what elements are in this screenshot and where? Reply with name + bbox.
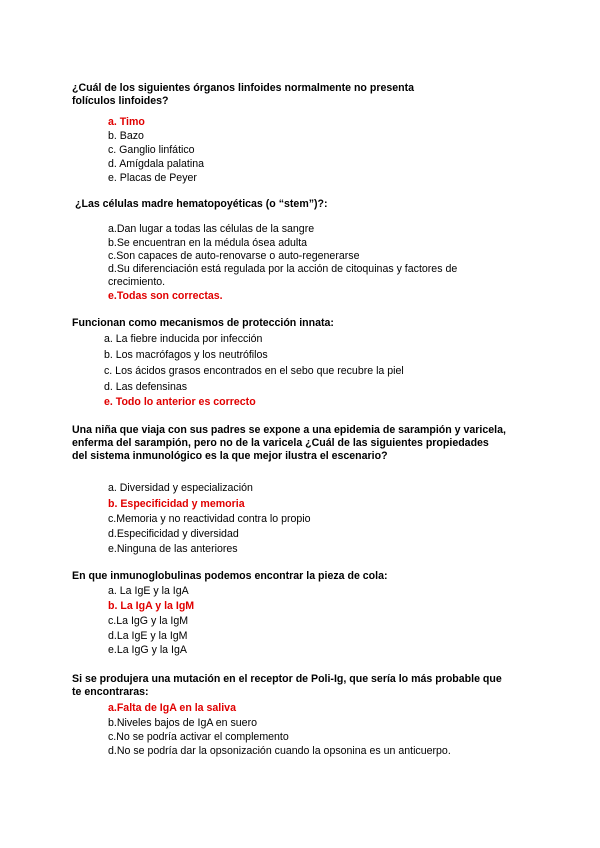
question-1-option-c: c. Ganglio linfático — [108, 144, 195, 156]
question-6-option-b: b.Niveles bajos de IgA en suero — [108, 717, 257, 729]
question-5-option-b: b. La IgA y la IgM — [108, 600, 195, 612]
question-6-line-1: Si se produjera una mutación en el receptor de Poli-Ig, que sería lo más probable que — [72, 673, 502, 685]
question-4 — [72, 424, 506, 463]
question-5 — [72, 570, 388, 583]
question-3-option-e: e. Todo lo anterior es correcto — [104, 396, 256, 408]
question-4-line-2: enferma del sarampión, pero no de la varicela ¿Cuál de las siguientes propiedades — [72, 437, 489, 449]
question-3-option-c: c. Los ácidos grasos encontrados en el sebo que recubre la piel — [104, 365, 404, 377]
question-3-option-a: a. La fiebre inducida por infección — [104, 333, 263, 345]
question-2-line-1: ¿Las células madre hematopoyéticas (o “stem”)?: — [75, 198, 328, 210]
question-3-option-b: b. Los macrófagos y los neutrófilos — [104, 349, 268, 361]
question-4-option-c: c.Memoria y no reactividad contra lo propio — [108, 513, 311, 525]
question-4-option-b: b. Especificidad y memoria — [108, 498, 245, 510]
question-3 — [72, 317, 334, 330]
question-2-option-a: a.Dan lugar a todas las células de la sangre — [108, 223, 315, 235]
question-5-option-d: d.La IgE y la IgM — [108, 630, 188, 642]
question-4-line-3: del sistema inmunológico es la que mejor ilustra el escenario? — [72, 450, 388, 462]
question-2-option-c: c.Son capaces de auto-renovarse o auto-regenerarse — [108, 250, 360, 262]
question-4-line-1: Una niña que viaja con sus padres se expone a una epidemia de sarampión y varicela, — [72, 424, 506, 436]
question-2-option-b: b.Se encuentran en la médula ósea adulta — [108, 237, 308, 249]
question-6-line-2: te encontraras: — [72, 686, 149, 698]
question-5-line-1: En que inmunoglobulinas podemos encontrar la pieza de cola: — [72, 570, 388, 582]
question-5-option-e: e.La IgG y la IgA — [108, 644, 187, 656]
question-6 — [72, 673, 502, 699]
question-6-option-a: a.Falta de IgA en la saliva — [108, 702, 236, 714]
question-2-option-d-cont: crecimiento. — [108, 276, 166, 288]
question-4-option-d: d.Especificidad y diversidad — [108, 528, 239, 540]
question-1 — [72, 82, 414, 108]
question-2 — [75, 198, 328, 211]
question-3-line-1: Funcionan como mecanismos de protección innata: — [72, 317, 334, 329]
question-4-option-a: a. Diversidad y especialización — [108, 482, 253, 494]
question-1-option-d: d. Amígdala palatina — [108, 158, 205, 170]
question-3-option-d: d. Las defensinas — [104, 381, 188, 393]
question-2-option-e: e.Todas son correctas. — [108, 290, 223, 302]
question-1-line-1: ¿Cuál de los siguientes órganos linfoides normalmente no presenta — [72, 82, 415, 94]
question-5-option-c: c.La IgG y la IgM — [108, 615, 189, 627]
question-6-option-c: c.No se podría activar el complemento — [108, 731, 289, 743]
question-2-option-d: d.Su diferenciación está regulada por la acción de citoquinas y factores de — [108, 263, 458, 275]
question-5-option-a: a. La IgE y la IgA — [108, 585, 189, 597]
question-1-option-b: b. Bazo — [108, 130, 144, 142]
question-1-option-a: a. Timo — [108, 116, 145, 128]
question-6-option-d: d.No se podría dar la opsonización cuando la opsonina es un anticuerpo. — [108, 745, 451, 757]
question-1-line-2: folículos linfoides? — [72, 95, 169, 107]
question-1-option-e: e. Placas de Peyer — [108, 172, 197, 184]
question-4-option-e: e.Ninguna de las anteriores — [108, 543, 238, 555]
